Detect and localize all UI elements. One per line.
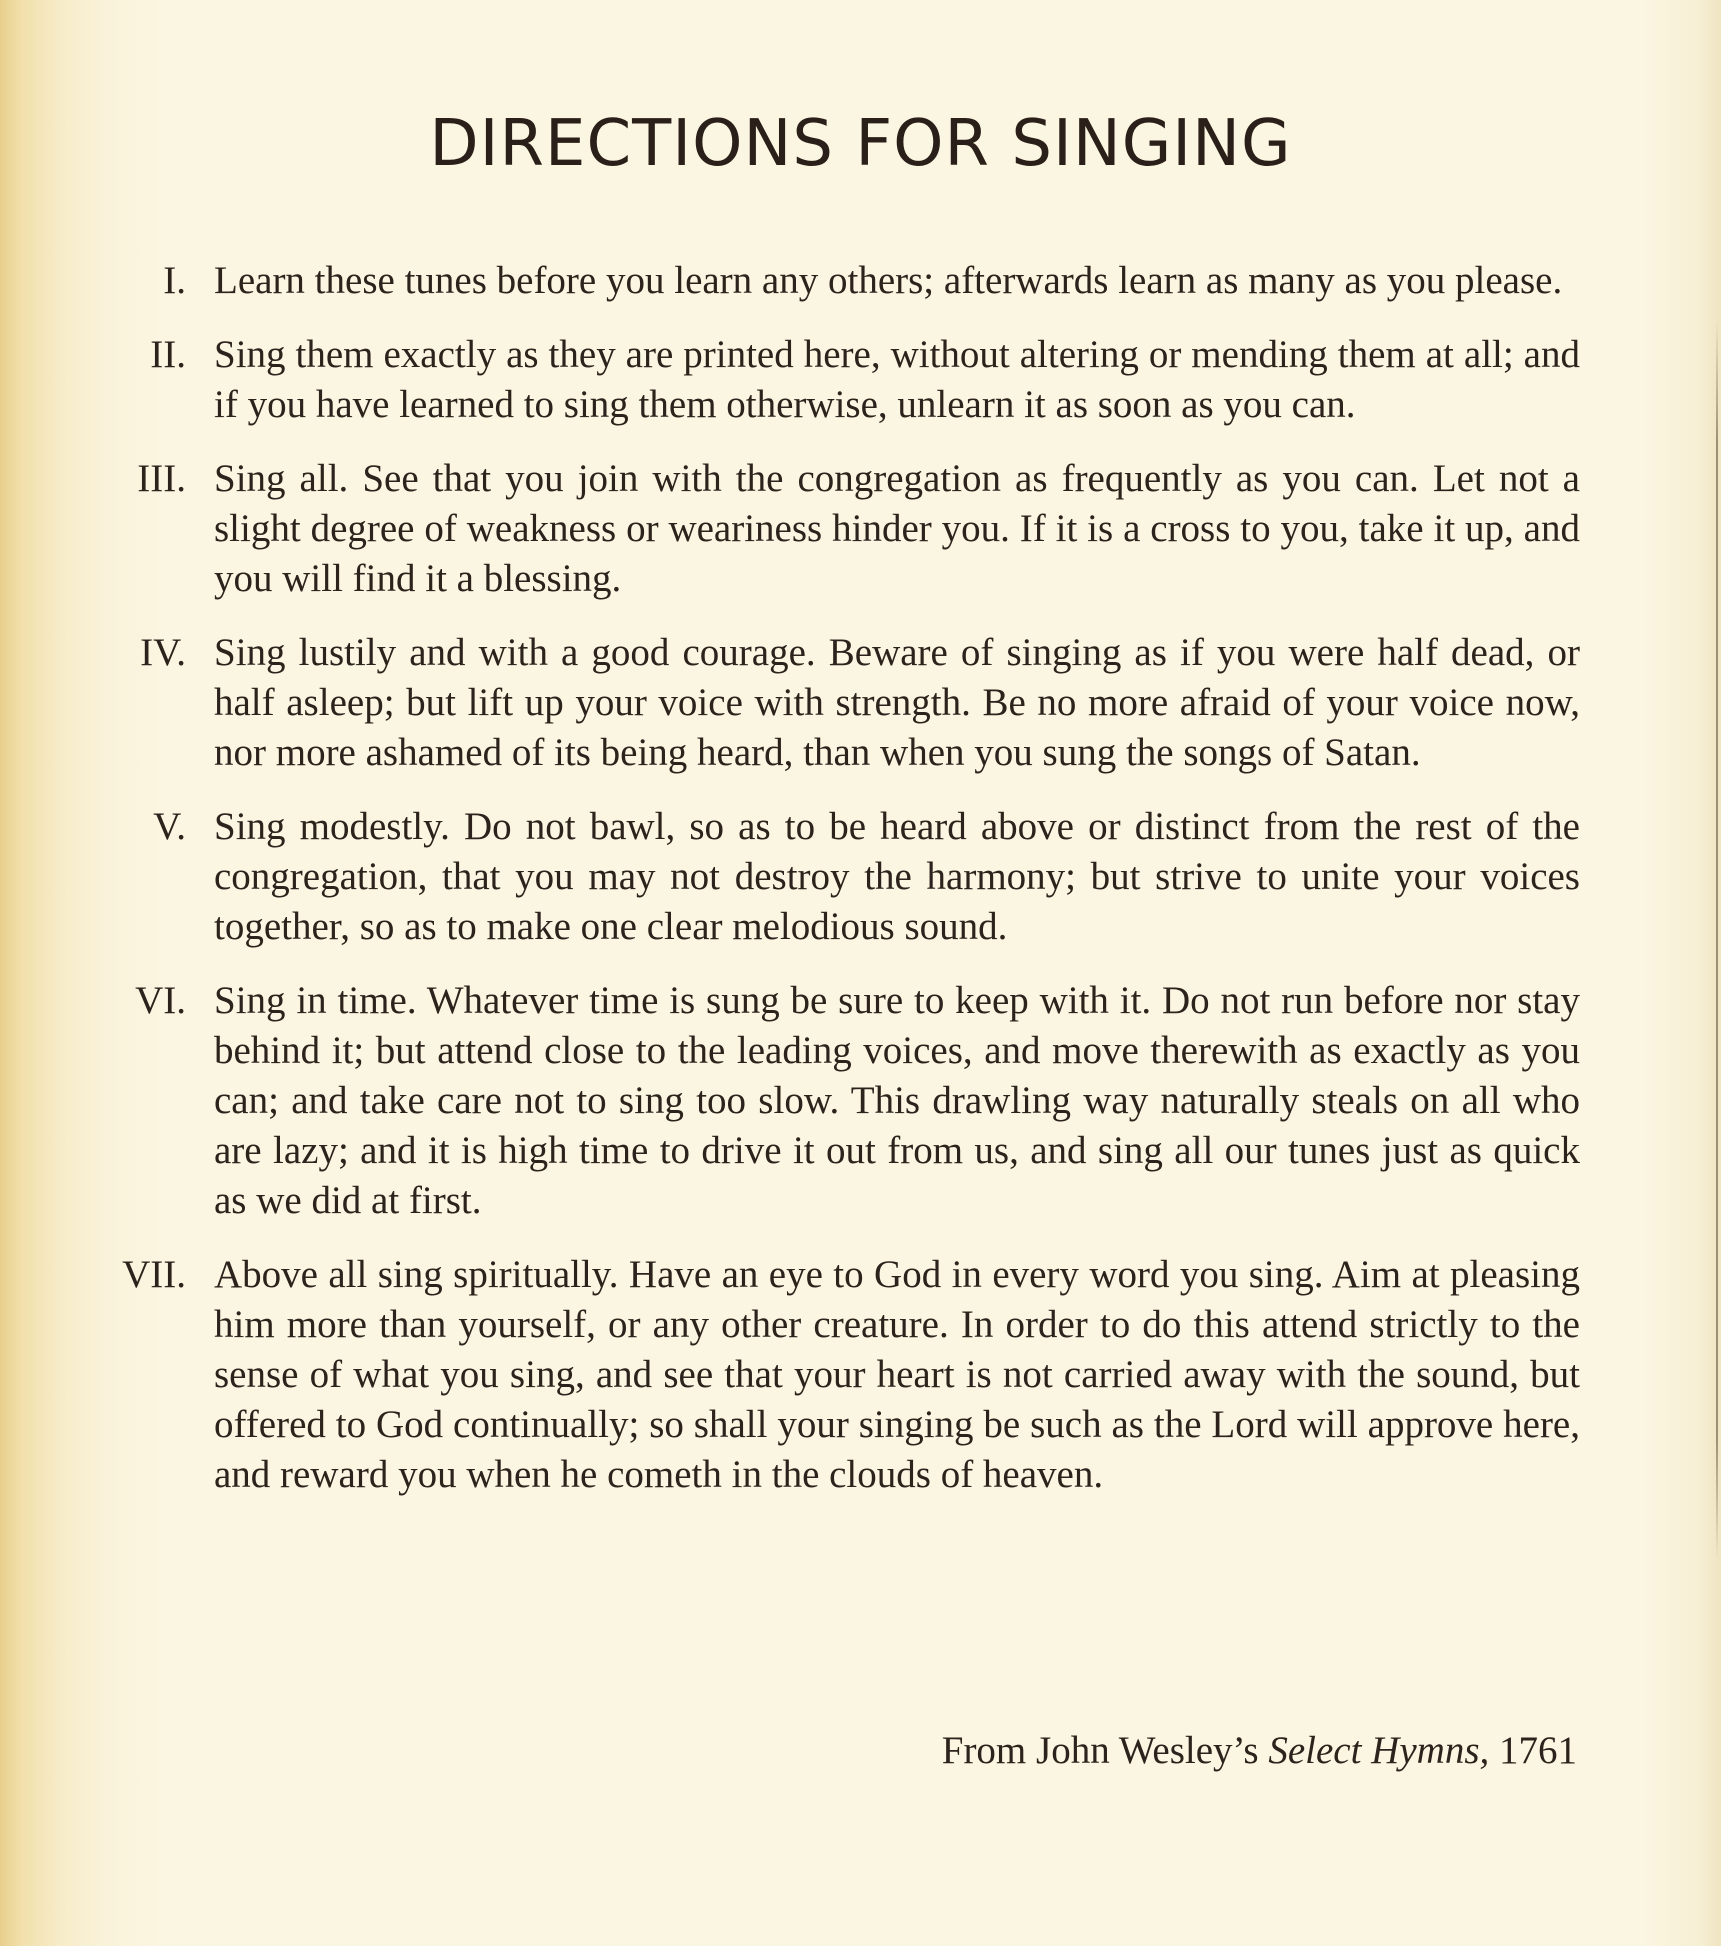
rules-list	[100, 256, 1580, 1524]
rule-numeral: VI.	[135, 979, 186, 1022]
rule-item	[100, 802, 1580, 952]
rule-numeral: IV.	[140, 631, 186, 674]
page-edge-line	[1716, 320, 1718, 1560]
page-title: DIRECTIONS FOR SINGING	[429, 107, 1292, 181]
source-prefix: From John Wesley’s	[941, 1729, 1259, 1772]
rule-numeral: I.	[163, 259, 186, 302]
rule-numeral: III.	[137, 457, 186, 500]
rule-numeral: II.	[150, 333, 186, 376]
rule-text: Sing lustily and with a good courage. Beware of singing as if you were half dead, or half asleep; but lift up your voice with strength. Be no more afraid of your voice now, nor more ashamed of its being heard, than when you sung the songs of Satan.	[214, 631, 1580, 774]
rule-item	[100, 454, 1580, 604]
rule-text: Sing modestly. Do not bawl, so as to be heard above or distinct from the rest of the congregation, that you may not destroy the harmony; but strive to unite your voices together, so as to make one clear melodious sound.	[214, 805, 1580, 948]
rule-item	[100, 330, 1580, 430]
rule-item	[100, 1250, 1580, 1500]
rule-item	[100, 256, 1580, 306]
source-attribution	[942, 1726, 1577, 1776]
rule-numeral: VII.	[122, 1253, 186, 1296]
source-year: 1761	[1499, 1729, 1577, 1772]
rule-item	[100, 628, 1580, 778]
rule-text: Sing them exactly as they are printed here, without altering or mending them at all; and if you have learned to sing them otherwise, unlearn it as soon as you can.	[214, 333, 1580, 426]
source-work-title: Select Hymns,	[1268, 1729, 1490, 1772]
rule-text: Above all sing spiritually. Have an eye to God in every word you sing. Aim at pleasing him more than yourself, or any other creature. In order to do this attend strictly to the sense of what you sing, and see that your heart is not carried away with the sound, but offered to God continually; so shall your singing be such as the Lord will approve here, and reward you when he cometh in the clouds of heaven.	[214, 1253, 1580, 1496]
rule-text: Sing all. See that you join with the congregation as frequently as you can. Let not a slight degree of weakness or weariness hinder you. If it is a cross to you, take it up, and you will find it a blessing.	[214, 457, 1580, 600]
rule-text: Sing in time. Whatever time is sung be sure to keep with it. Do not run before nor stay behind it; but attend close to the leading voices, and move therewith as exactly as you can; and take care not to sing too slow. This drawling way naturally steals on all who are lazy; and it is high time to drive it out from us, and sing all our tunes just as quick as we did at first.	[214, 979, 1580, 1222]
rule-item	[100, 976, 1580, 1226]
rule-text: Learn these tunes before you learn any others; afterwards learn as many as you please.	[214, 259, 1563, 302]
rule-numeral: V.	[153, 805, 186, 848]
